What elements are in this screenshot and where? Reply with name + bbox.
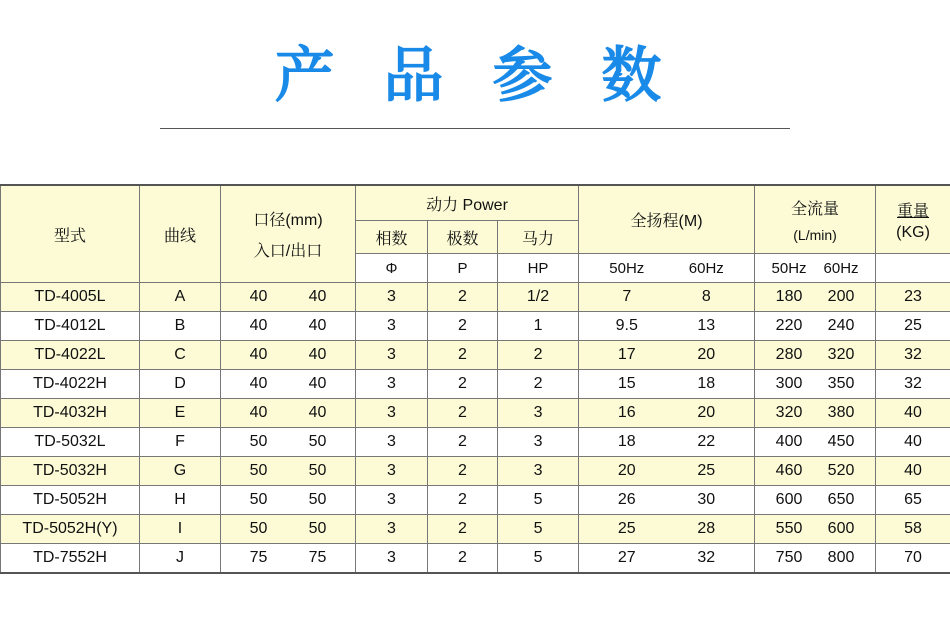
cell-curve: E (140, 399, 221, 428)
cell-head (579, 283, 755, 312)
cell-model: TD-4032H (1, 399, 140, 428)
header-phase: 相数 (356, 221, 428, 254)
cell-flow-60hz: 320 (827, 346, 855, 363)
cell-phase: 3 (356, 283, 428, 312)
cell-head-60hz: 32 (697, 549, 716, 566)
cell-head (579, 457, 755, 486)
header-head-60hz: 60Hz (688, 259, 724, 277)
cell-poles: 2 (428, 312, 498, 341)
cell-hp: 1 (498, 312, 579, 341)
header-poles: 极数 (428, 221, 498, 254)
cell-head-60hz: 18 (697, 375, 716, 392)
cell-weight: 32 (876, 370, 950, 399)
cell-inlet: 40 (249, 404, 268, 421)
cell-weight: 40 (876, 457, 950, 486)
header-weight-label: 重量 (897, 202, 930, 220)
cell-phase: 3 (356, 544, 428, 574)
cell-flow-60hz: 520 (827, 462, 855, 479)
cell-flow-50hz: 460 (775, 462, 803, 479)
cell-curve: C (140, 341, 221, 370)
cell-weight: 23 (876, 283, 950, 312)
cell-inlet: 40 (249, 375, 268, 392)
cell-flow-50hz: 550 (775, 520, 803, 537)
table-row (1, 428, 950, 457)
cell-model: TD-5032L (1, 428, 140, 457)
cell-head (579, 341, 755, 370)
cell-phase: 3 (356, 370, 428, 399)
cell-flow-50hz: 220 (775, 317, 803, 334)
cell-head-50hz: 15 (617, 375, 636, 392)
cell-flow (755, 283, 876, 312)
header-bore-label: 口径(mm) (253, 212, 323, 229)
header-flow-freq (755, 254, 876, 283)
cell-curve: D (140, 370, 221, 399)
header-power: 动力 Power (356, 185, 579, 221)
cell-head-60hz: 25 (697, 462, 716, 479)
cell-weight: 65 (876, 486, 950, 515)
cell-poles: 2 (428, 283, 498, 312)
cell-hp: 3 (498, 428, 579, 457)
cell-head (579, 399, 755, 428)
cell-head-50hz: 18 (617, 433, 636, 450)
cell-model: TD-4022H (1, 370, 140, 399)
header-head-freq (579, 254, 755, 283)
cell-model: TD-4012L (1, 312, 140, 341)
header-phase-unit: Φ (356, 254, 428, 283)
cell-phase: 3 (356, 486, 428, 515)
cell-head (579, 544, 755, 574)
cell-hp: 5 (498, 515, 579, 544)
cell-flow (755, 515, 876, 544)
header-head: 全扬程(M) (579, 185, 755, 254)
cell-phase: 3 (356, 457, 428, 486)
cell-model: TD-5052H(Y) (1, 515, 140, 544)
cell-curve: B (140, 312, 221, 341)
cell-weight: 40 (876, 399, 950, 428)
cell-head-60hz: 13 (697, 317, 716, 334)
header-poles-unit: P (428, 254, 498, 283)
cell-inlet: 40 (249, 346, 268, 363)
cell-bore (221, 341, 356, 370)
cell-poles: 2 (428, 370, 498, 399)
cell-flow-50hz: 280 (775, 346, 803, 363)
product-parameters-table (0, 184, 950, 574)
header-flow-50hz: 50Hz (771, 259, 807, 277)
cell-flow (755, 457, 876, 486)
cell-bore (221, 457, 356, 486)
cell-flow-60hz: 380 (827, 404, 855, 421)
cell-weight: 58 (876, 515, 950, 544)
cell-head-60hz: 28 (697, 520, 716, 537)
cell-weight: 25 (876, 312, 950, 341)
cell-model: TD-5032H (1, 457, 140, 486)
cell-flow-60hz: 650 (827, 491, 855, 508)
cell-bore (221, 312, 356, 341)
cell-curve: H (140, 486, 221, 515)
cell-poles: 2 (428, 457, 498, 486)
table-row (1, 370, 950, 399)
cell-poles: 2 (428, 341, 498, 370)
cell-hp: 1/2 (498, 283, 579, 312)
cell-flow (755, 370, 876, 399)
cell-flow-60hz: 200 (827, 288, 855, 305)
cell-flow (755, 341, 876, 370)
header-weight-unit: (KG) (896, 223, 930, 241)
header-flow-label: 全流量 (791, 201, 840, 218)
cell-weight: 32 (876, 341, 950, 370)
cell-flow-50hz: 600 (775, 491, 803, 508)
cell-bore (221, 370, 356, 399)
cell-flow (755, 486, 876, 515)
cell-flow (755, 312, 876, 341)
cell-outlet: 50 (308, 491, 327, 508)
cell-phase: 3 (356, 312, 428, 341)
title-divider (160, 128, 790, 129)
cell-flow-60hz: 600 (827, 520, 855, 537)
cell-head-50hz: 27 (617, 549, 636, 566)
cell-head-60hz: 30 (697, 491, 716, 508)
cell-flow (755, 399, 876, 428)
cell-flow-50hz: 300 (775, 375, 803, 392)
table-row (1, 515, 950, 544)
cell-outlet: 40 (308, 375, 327, 392)
cell-poles: 2 (428, 428, 498, 457)
cell-head (579, 428, 755, 457)
cell-hp: 2 (498, 370, 579, 399)
cell-bore (221, 399, 356, 428)
cell-flow-50hz: 180 (775, 288, 803, 305)
cell-flow-50hz: 750 (775, 549, 803, 566)
cell-curve: J (140, 544, 221, 574)
cell-head-50hz: 16 (617, 404, 636, 421)
cell-hp: 2 (498, 341, 579, 370)
cell-inlet: 50 (249, 520, 268, 537)
cell-outlet: 40 (308, 288, 327, 305)
page-title: 产 品 参 数 (274, 41, 676, 111)
cell-hp: 3 (498, 399, 579, 428)
cell-model: TD-4005L (1, 283, 140, 312)
cell-head (579, 515, 755, 544)
cell-outlet: 40 (308, 404, 327, 421)
table-row (1, 486, 950, 515)
cell-phase: 3 (356, 428, 428, 457)
cell-head (579, 486, 755, 515)
cell-outlet: 50 (308, 462, 327, 479)
cell-outlet: 40 (308, 346, 327, 363)
cell-weight: 40 (876, 428, 950, 457)
table-row (1, 283, 950, 312)
header-bore (221, 185, 356, 283)
cell-poles: 2 (428, 515, 498, 544)
cell-outlet: 50 (308, 433, 327, 450)
cell-hp: 5 (498, 544, 579, 574)
cell-flow-50hz: 400 (775, 433, 803, 450)
cell-poles: 2 (428, 486, 498, 515)
cell-flow-60hz: 800 (827, 549, 855, 566)
table-row (1, 399, 950, 428)
table-row (1, 341, 950, 370)
cell-head-60hz: 22 (697, 433, 716, 450)
cell-poles: 2 (428, 399, 498, 428)
header-curve: 曲线 (140, 185, 221, 283)
cell-model: TD-5052H (1, 486, 140, 515)
cell-outlet: 40 (308, 317, 327, 334)
cell-phase: 3 (356, 515, 428, 544)
cell-curve: A (140, 283, 221, 312)
cell-curve: G (140, 457, 221, 486)
cell-model: TD-7552H (1, 544, 140, 574)
cell-inlet: 40 (249, 317, 268, 334)
cell-head-50hz: 26 (617, 491, 636, 508)
cell-hp: 3 (498, 457, 579, 486)
cell-bore (221, 283, 356, 312)
cell-inlet: 40 (249, 288, 268, 305)
cell-flow-60hz: 450 (827, 433, 855, 450)
cell-phase: 3 (356, 341, 428, 370)
cell-curve: I (140, 515, 221, 544)
header-head-50hz: 50Hz (609, 259, 645, 277)
cell-hp: 5 (498, 486, 579, 515)
header-model: 型式 (1, 185, 140, 283)
header-flow-unit: (L/min) (793, 227, 837, 243)
cell-inlet: 50 (249, 433, 268, 450)
table-row (1, 544, 950, 574)
table-row (1, 457, 950, 486)
cell-head-50hz: 20 (617, 462, 636, 479)
cell-bore (221, 544, 356, 574)
cell-outlet: 50 (308, 520, 327, 537)
cell-bore (221, 428, 356, 457)
cell-head-60hz: 20 (697, 346, 716, 363)
cell-flow-60hz: 240 (827, 317, 855, 334)
cell-bore (221, 486, 356, 515)
cell-head-50hz: 9.5 (615, 317, 638, 334)
table-body (1, 283, 950, 574)
header-weight (876, 185, 950, 254)
cell-poles: 2 (428, 544, 498, 574)
cell-head (579, 370, 755, 399)
table-row (1, 312, 950, 341)
cell-head-60hz: 20 (697, 404, 716, 421)
cell-inlet: 50 (249, 491, 268, 508)
header-weight-blank (876, 254, 950, 283)
cell-phase: 3 (356, 399, 428, 428)
cell-inlet: 75 (249, 549, 268, 566)
cell-flow (755, 428, 876, 457)
cell-model: TD-4022L (1, 341, 140, 370)
cell-head-60hz: 8 (701, 288, 711, 305)
header-hp-unit: HP (498, 254, 579, 283)
cell-flow (755, 544, 876, 574)
cell-bore (221, 515, 356, 544)
cell-head-50hz: 25 (617, 520, 636, 537)
cell-curve: F (140, 428, 221, 457)
header-bore-sub: 入口/出口 (253, 243, 323, 260)
cell-head (579, 312, 755, 341)
cell-inlet: 50 (249, 462, 268, 479)
cell-weight: 70 (876, 544, 950, 574)
header-flow-60hz: 60Hz (823, 259, 859, 277)
cell-outlet: 75 (308, 549, 327, 566)
cell-head-50hz: 17 (617, 346, 636, 363)
cell-head-50hz: 7 (622, 288, 632, 305)
header-flow (755, 185, 876, 254)
cell-flow-50hz: 320 (775, 404, 803, 421)
header-hp: 马力 (498, 221, 579, 254)
cell-flow-60hz: 350 (827, 375, 855, 392)
